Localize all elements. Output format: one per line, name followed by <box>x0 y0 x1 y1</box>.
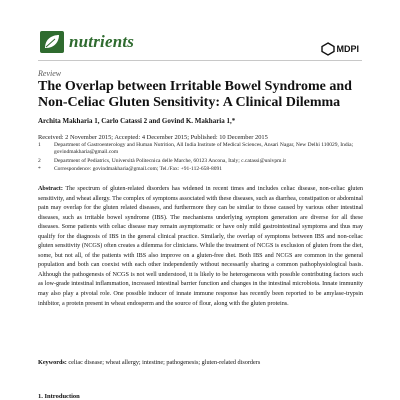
article-type: Review <box>38 69 62 78</box>
journal-logo <box>40 31 134 53</box>
affiliation-mark: 2 <box>38 158 41 164</box>
affiliation-item <box>38 142 368 156</box>
article-title: The Overlap between Irritable Bowel Syndrome and Non-Celiac Gluten Sensitivity: A Clinical Dilemma <box>38 79 352 110</box>
nutrients-leaf-logo-icon <box>40 31 64 53</box>
keywords-text: celiac disease; wheat allergy; intestine; pathogenesis; gluten-related disorders <box>68 359 261 366</box>
keywords <box>38 359 363 366</box>
section-number: 1. <box>38 393 43 400</box>
abstract <box>38 185 363 309</box>
affiliation-mark: * <box>38 166 41 172</box>
section-heading <box>38 393 80 400</box>
journal-name: nutrients <box>69 32 135 51</box>
affiliation-text: Correspondence: govindmakharia@gmail.com; Tel./Fax: +91-112-658-8091 <box>54 166 223 172</box>
author-list: Archita Makharia 1, Carlo Catassi 2 and Govind K. Makharia 1,* <box>38 117 236 125</box>
section-title: Introduction <box>44 393 80 400</box>
affiliation-text: Department of Pediatrics, Università Politecnica delle Marche, 60123 Ancona, Italy; c.catassi@univpm.it <box>54 158 286 164</box>
keywords-label: Keywords: <box>38 359 67 366</box>
affiliation-item <box>38 158 368 165</box>
publication-dates: Received: 2 November 2015; Accepted: 4 December 2015; Published: 10 December 2015 <box>38 134 268 141</box>
abstract-text: The spectrum of gluten-related disorders has widened in recent times and includes celiac disease, non-celiac gluten sensitivity, and wheat allergy. The complex of symptoms associated with these diseases, such as diarrhea, constipation or abdominal pain may overlap for the gluten related diseases, and furthermore they can be similar to those caused by various other intestinal diseases, such as irritable bowel syndrome (IBS). The mechanisms underlying symptom generation are diverse for all these diseases. Some patients with celiac disease may remain asymptomatic or have only mild gastrointestinal symptoms and thus may qualify for the diagnosis of IBS in the general clinical practice. Similarly, the overlap of symptoms between IBS and non-celiac gluten sensitivity (NCGS) often creates a dilemma for clinicians. While the treatment of NCGS is exclusion of gluten from the diet, some, but not all, of the patients with IBS also improve on a gluten-free diet. Both IBS and NCGS are common in the general population and both can coexist with each other independently without necessarily sharing a common pathophysiological basis. Although the pathogenesis of NCGS is not well understood, it is likely to be heterogeneous with possible contributing factors such as low-grade intestinal inflammation, increased intestinal barrier function and changes in the intestinal microbiota. Innate immunity may also play a pivotal role. One possible inducer of innate immune response has recently been reported to be amylase-trypsin inhibitor, a protein present in wheat endosperm and the source of flour, along with the gluten proteins. <box>38 186 363 307</box>
publisher-name: MDPI <box>336 44 359 54</box>
affiliation-text: Department of Gastroenterology and Human Nutrition, All India Institute of Medical Sciences, Ansari Nagar, New Delhi 110029, India; govindmakharia@gmail.com <box>54 142 354 156</box>
publisher-logo <box>321 42 360 56</box>
mdpi-logo-icon <box>321 42 335 56</box>
header-rule <box>38 60 362 61</box>
affiliation-mark: 1 <box>38 142 41 148</box>
affiliation-item <box>38 166 368 173</box>
abstract-label: Abstract: <box>38 186 63 192</box>
